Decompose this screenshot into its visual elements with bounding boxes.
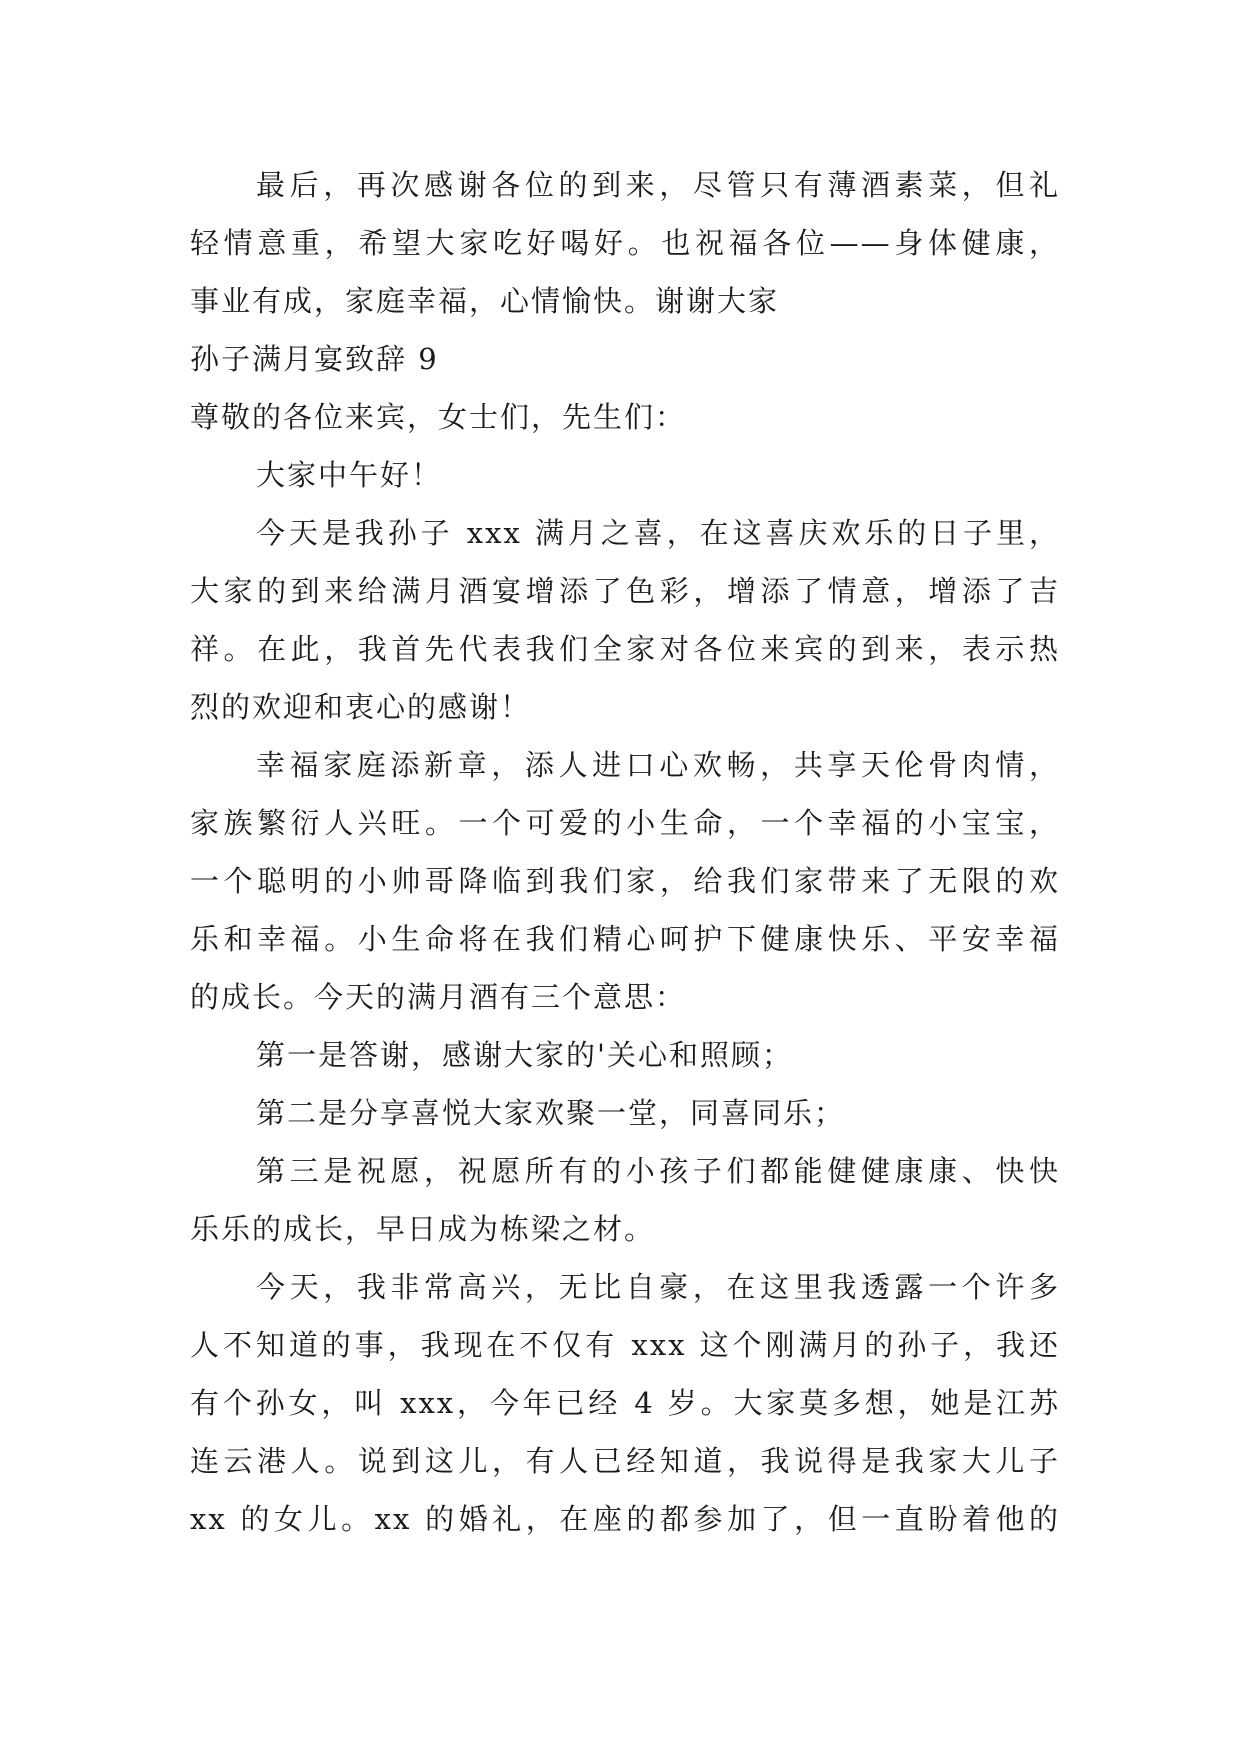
text-line: 事业有成，家庭幸福，心情愉快。谢谢大家 bbox=[190, 284, 780, 318]
text-line: 大家中午好！ bbox=[256, 458, 443, 492]
text-line: 连云港人。说到这儿，有人已经知道，我说得是我家大儿子 bbox=[190, 1444, 1060, 1478]
text-line: 家族繁衍人兴旺。一个可爱的小生命，一个幸福的小宝宝， bbox=[190, 806, 1060, 840]
text-line: 第二是分享喜悦大家欢聚一堂，同喜同乐； bbox=[256, 1096, 846, 1130]
text-line: 大家的到来给满月酒宴增添了色彩，增添了情意，增添了吉 bbox=[190, 574, 1060, 608]
text-line: 今天，我非常高兴，无比自豪，在这里我透露一个许多 bbox=[256, 1270, 1060, 1304]
text-line: xx 的女儿。xx 的婚礼，在座的都参加了，但一直盼着他的 bbox=[190, 1502, 1060, 1536]
text-line: 人不知道的事，我现在不仅有 xxx 这个刚满月的孙子，我还 bbox=[190, 1328, 1060, 1362]
text-line: 一个聪明的小帅哥降临到我们家，给我们家带来了无限的欢 bbox=[190, 864, 1060, 898]
text-line: 孙子满月宴致辞 9 bbox=[190, 342, 439, 376]
text-line: 幸福家庭添新章，添人进口心欢畅，共享天伦骨肉情， bbox=[256, 748, 1060, 782]
text-line: 祥。在此，我首先代表我们全家对各位来宾的到来，表示热 bbox=[190, 632, 1060, 666]
text-line: 尊敬的各位来宾，女士们，先生们： bbox=[190, 400, 687, 434]
text-line: 第三是祝愿，祝愿所有的小孩子们都能健健康康、快快 bbox=[256, 1154, 1060, 1188]
text-line: 有个孙女，叫 xxx，今年已经 4 岁。大家莫多想，她是江苏 bbox=[190, 1386, 1060, 1420]
text-line: 的成长。今天的满月酒有三个意思： bbox=[190, 980, 687, 1014]
text-line: 第一是答谢，感谢大家的'关心和照顾； bbox=[256, 1038, 793, 1072]
text-line: 烈的欢迎和衷心的感谢！ bbox=[190, 690, 532, 724]
text-line: 今天是我孙子 xxx 满月之喜，在这喜庆欢乐的日子里， bbox=[256, 516, 1060, 550]
text-line: 最后，再次感谢各位的到来，尽管只有薄酒素菜，但礼 bbox=[256, 168, 1060, 202]
text-line: 乐乐的成长，早日成为栋梁之材。 bbox=[190, 1212, 656, 1246]
document-body bbox=[190, 156, 1060, 1548]
text-line: 乐和幸福。小生命将在我们精心呵护下健康快乐、平安幸福 bbox=[190, 922, 1060, 956]
text-line: 轻情意重，希望大家吃好喝好。也祝福各位——身体健康， bbox=[190, 226, 1060, 260]
